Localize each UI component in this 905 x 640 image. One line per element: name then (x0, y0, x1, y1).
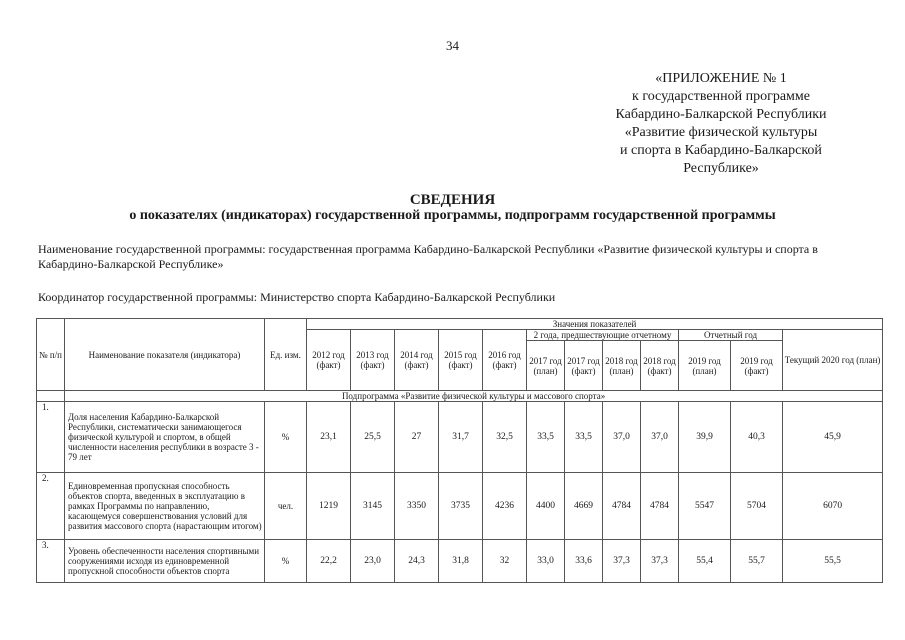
value-cell: 4669 (565, 473, 603, 540)
value-cell: 3350 (395, 473, 439, 540)
row-number: 1. (37, 402, 65, 473)
indicator-name: Доля населения Кабардино-Балкарской Республики, систематически занимающегося физической культурой и спортом, в общей численности населения республики в возрасте 3 - 79 лет (65, 402, 265, 473)
value-cell: 33,5 (527, 402, 565, 473)
value-cell: 6070 (783, 473, 883, 540)
header-report-year: Отчетный год (679, 330, 783, 341)
value-cell: 4784 (603, 473, 641, 540)
header-current-year: Текущий 2020 год (план) (783, 330, 883, 391)
header-2016: 2016 год (факт) (483, 330, 527, 391)
appendix-line: и спорта в Кабардино-Балкарской (620, 143, 822, 158)
value-cell: 31,8 (439, 540, 483, 583)
value-cell: 32 (483, 540, 527, 583)
header-2014: 2014 год (факт) (395, 330, 439, 391)
document-subtitle: о показателях (индикаторах) государственной программы, подпрограмм государственной программы (129, 208, 776, 223)
value-cell: 37,3 (603, 540, 641, 583)
row-number: 3. (37, 540, 65, 583)
value-cell: 40,3 (731, 402, 783, 473)
header-2017-plan: 2017 год (план) (527, 341, 565, 391)
program-coordinator: Координатор государственной программы: Министерство спорта Кабардино-Балкарской Республики (38, 290, 556, 304)
value-cell: 22,2 (307, 540, 351, 583)
page-number: 34 (446, 38, 459, 53)
indicator-name: Уровень обеспеченности населения спортивными сооружениями исходя из единовременной пропускной способности объектов спорта (65, 540, 265, 583)
header-num: № п/п (37, 319, 65, 391)
value-cell: 5547 (679, 473, 731, 540)
value-cell: 37,0 (603, 402, 641, 473)
appendix-line: к государственной программе (632, 89, 810, 104)
value-cell: 3145 (351, 473, 395, 540)
value-cell: 37,0 (641, 402, 679, 473)
indicators-table (36, 318, 883, 583)
header-2013: 2013 год (факт) (351, 330, 395, 391)
table-row (37, 402, 883, 473)
header-2015: 2015 год (факт) (439, 330, 483, 391)
value-cell: 4400 (527, 473, 565, 540)
header-2018-plan: 2018 год (план) (603, 341, 641, 391)
value-cell: 55,4 (679, 540, 731, 583)
value-cell: 1219 (307, 473, 351, 540)
value-cell: 33,0 (527, 540, 565, 583)
value-cell: 55,7 (731, 540, 783, 583)
indicator-unit: % (265, 402, 307, 473)
value-cell: 31,7 (439, 402, 483, 473)
header-2012: 2012 год (факт) (307, 330, 351, 391)
header-2019-plan: 2019 год (план) (679, 341, 731, 391)
header-unit: Ед. изм. (265, 319, 307, 391)
appendix-line: «Развитие физической культуры (624, 125, 818, 140)
value-cell: 39,9 (679, 402, 731, 473)
indicator-name: Единовременная пропускная способность объектов спорта, введенных в эксплуатацию в рамках Программы по направлению, касающемуся совершенствования условий для развития массового спорта (нарастающим итогом) (65, 473, 265, 540)
value-cell: 5704 (731, 473, 783, 540)
value-cell: 24,3 (395, 540, 439, 583)
header-2019-fact: 2019 год (факт) (731, 341, 783, 391)
subprogram-title: Подпрограмма «Развитие физической культуры и массового спорта» (65, 391, 883, 402)
value-cell: 23,0 (351, 540, 395, 583)
header-2018-fact: 2018 год (факт) (641, 341, 679, 391)
value-cell: 4236 (483, 473, 527, 540)
appendix-line: Кабардино-Балкарской Республики (615, 107, 827, 122)
value-cell: 23,1 (307, 402, 351, 473)
value-cell: 55,5 (783, 540, 883, 583)
header-indicator-name: Наименование показателя (индикатора) (65, 319, 265, 391)
header-prev-two-years: 2 года, предшествующие отчетному (527, 330, 679, 341)
value-cell: 25,5 (351, 402, 395, 473)
value-cell: 4784 (641, 473, 679, 540)
appendix-line: Республике» (683, 161, 759, 176)
subprogram-cell-empty (37, 391, 65, 402)
table-row (37, 540, 883, 583)
indicator-unit: чел. (265, 473, 307, 540)
value-cell: 27 (395, 402, 439, 473)
table-row (37, 473, 883, 540)
value-cell: 32,5 (483, 402, 527, 473)
appendix-line: «ПРИЛОЖЕНИЕ № 1 (655, 71, 787, 86)
value-cell: 33,6 (565, 540, 603, 583)
value-cell: 37,3 (641, 540, 679, 583)
program-name: Наименование государственной программы: государственная программа Кабардино-Балкарской Республики «Развитие физической культуры и спорта в Кабардино-Балкарской Республике» (38, 242, 818, 271)
header-2017-fact: 2017 год (факт) (565, 341, 603, 391)
value-cell: 3735 (439, 473, 483, 540)
value-cell: 45,9 (783, 402, 883, 473)
header-values-group: Значения показателей (307, 319, 883, 330)
appendix-heading (560, 70, 882, 178)
row-number: 2. (37, 473, 65, 540)
document-title: СВЕДЕНИЯ (409, 192, 496, 208)
value-cell: 33,5 (565, 402, 603, 473)
indicator-unit: % (265, 540, 307, 583)
